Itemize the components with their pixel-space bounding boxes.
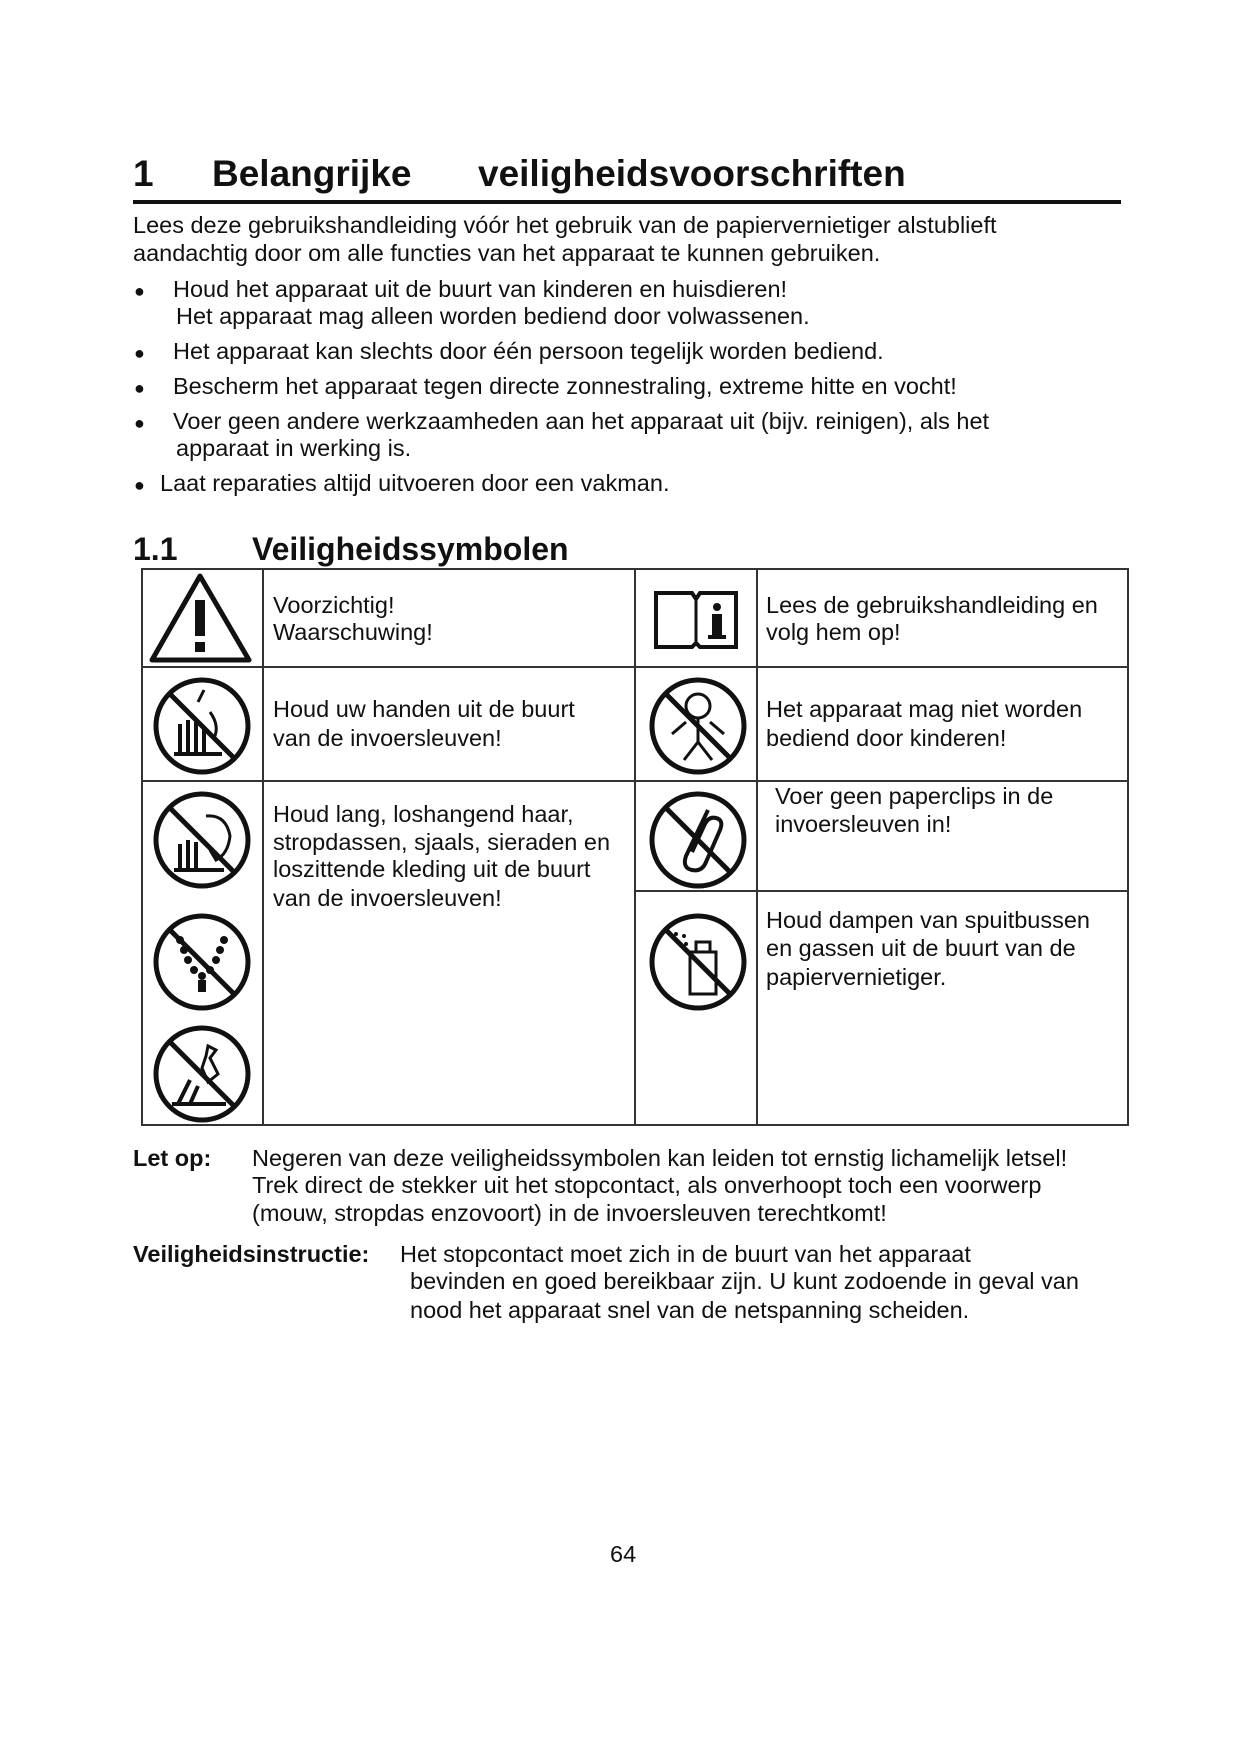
instruction-line-3: nood het apparaat snel van de netspanning scheiden. (410, 1297, 970, 1323)
heading-word-1: Belangrijke (212, 153, 412, 194)
no-children-icon (646, 676, 750, 776)
symbol-hair-line-4: van de invoersleuven! (273, 885, 502, 911)
symbol-spray-line-1: Houd dampen van spuitbussen (766, 907, 1090, 933)
note-line-3: (mouw, stropdas enzovoort) in de invoersleuven terechtkomt! (252, 1200, 887, 1226)
heading-rule (133, 200, 1121, 204)
bullet-dot: ● (134, 413, 145, 433)
symbol-hands-line-2: van de invoersleuven! (273, 725, 502, 751)
bullet-3-line-1: Bescherm het apparaat tegen directe zonnestraling, extreme hitte en vocht! (173, 373, 957, 399)
note-label: Let op: (133, 1145, 212, 1171)
bullet-5-line-1: Laat reparaties altijd uitvoeren door een vakman. (160, 470, 670, 496)
section-title: Veiligheidssymbolen (252, 531, 569, 567)
bullet-dot: ● (134, 281, 145, 301)
no-hair-icon (150, 790, 254, 890)
symbol-hands-line-1: Houd uw handen uit de buurt (273, 696, 575, 722)
no-spray-icon (646, 912, 750, 1012)
symbol-manual-line-2: volg hem op! (766, 619, 901, 645)
bullet-dot: ● (134, 378, 145, 398)
instruction-line-1: Het stopcontact moet zich in de buurt van het apparaat (400, 1241, 971, 1267)
symbol-spray-line-3: papiervernietiger. (766, 964, 947, 990)
symbol-caution-line-1: Voorzichtig! (273, 592, 395, 618)
bullet-dot: ● (134, 343, 145, 363)
intro-line-2: aandachtig door om alle functies van het apparaat te kunnen gebruiken. (133, 240, 881, 266)
bullet-1-line-2: Het apparaat mag alleen worden bediend door volwassenen. (176, 303, 810, 329)
heading-number: 1 (133, 153, 154, 194)
symbol-children-line-1: Het apparaat mag niet worden (766, 696, 1083, 722)
symbol-hair-line-2: stropdassen, sjaals, sieraden en (273, 829, 611, 855)
symbol-children-line-2: bediend door kinderen! (766, 725, 1007, 751)
manual-info-icon (652, 585, 740, 651)
symbol-hair-line-1: Houd lang, loshangend haar, (273, 801, 574, 827)
symbol-spray-line-2: en gassen uit de buurt van de (766, 935, 1076, 961)
note-line-2: Trek direct de stekker uit het stopcontact, als onverhoopt toch een voorwerp (252, 1172, 1042, 1198)
no-hands-icon (150, 676, 254, 776)
bullet-4-line-2: apparaat in werking is. (176, 435, 412, 461)
bullet-2-line-1: Het apparaat kan slechts door één persoon tegelijk worden bediend. (173, 338, 884, 364)
warning-triangle-icon (148, 572, 253, 664)
instruction-line-2: bevinden en goed bereikbaar zijn. U kunt zodoende in geval van (410, 1268, 1079, 1294)
section-number: 1.1 (133, 531, 178, 567)
symbol-caution-line-2: Waarschuwing! (273, 619, 433, 645)
symbol-paperclip-line-1: Voer geen paperclips in de (775, 783, 1054, 809)
no-tie-icon (150, 1024, 254, 1124)
note-line-1: Negeren van deze veiligheidssymbolen kan leiden tot ernstig lichamelijk letsel! (252, 1145, 1068, 1171)
symbol-paperclip-line-2: invoersleuven in! (775, 811, 952, 837)
symbol-hair-line-3: loszittende kleding uit de buurt (273, 856, 591, 882)
no-paperclip-icon (646, 790, 750, 890)
symbol-manual-line-1: Lees de gebruikshandleiding en (766, 592, 1098, 618)
instruction-label: Veiligheidsinstructie: (133, 1241, 370, 1267)
intro-line-1: Lees deze gebruikshandleiding vóór het gebruik van de papiervernietiger alstublieft (133, 212, 997, 238)
bullet-dot: ● (134, 475, 145, 495)
page-number: 64 (610, 1541, 637, 1567)
bullet-1-line-1: Houd het apparaat uit de buurt van kinderen en huisdieren! (173, 276, 788, 302)
bullet-4-line-1: Voer geen andere werkzaamheden aan het apparaat uit (bijv. reinigen), als het (173, 408, 990, 434)
no-necklace-icon (150, 912, 254, 1012)
heading-word-2: veiligheidsvoorschriften (478, 153, 906, 194)
